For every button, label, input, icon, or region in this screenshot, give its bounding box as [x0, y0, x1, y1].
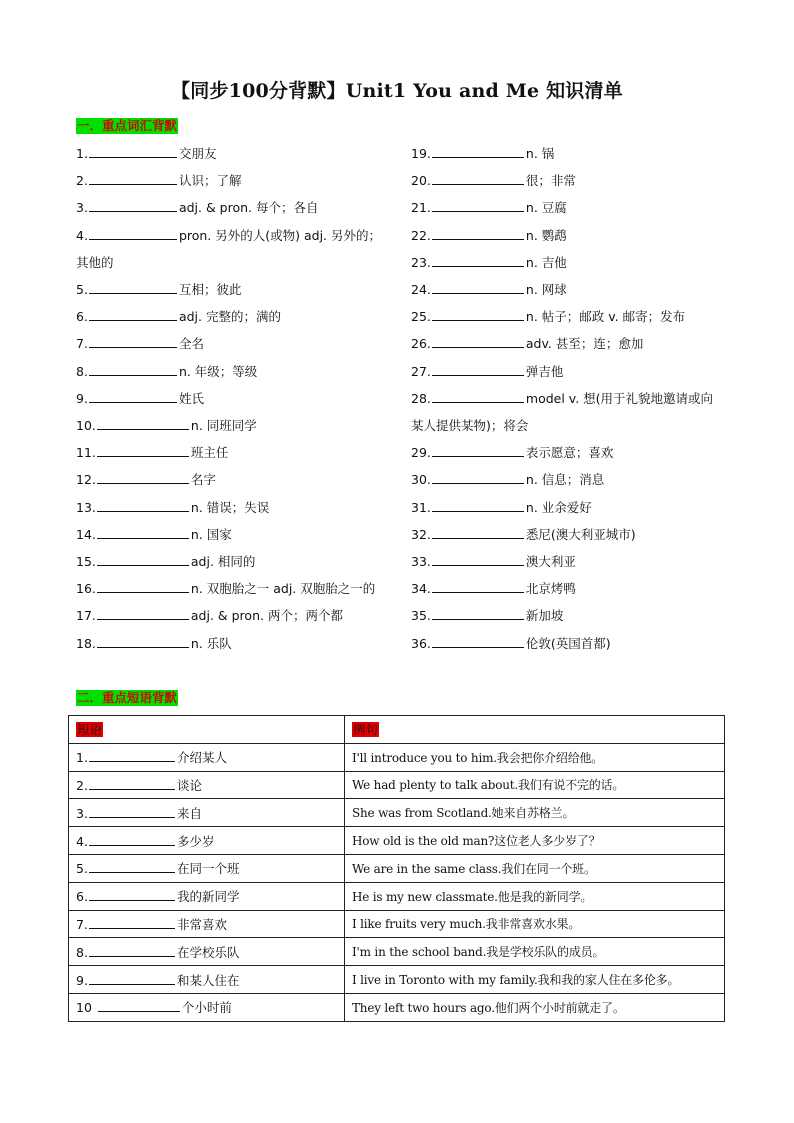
phrase-meaning: 多少岁 [176, 833, 215, 849]
phrase-cell [69, 938, 345, 966]
answer-blank[interactable] [89, 776, 175, 790]
answer-blank[interactable] [97, 498, 189, 512]
vocab-number: 11. [76, 445, 96, 461]
answer-blank[interactable] [89, 307, 177, 321]
phrase-cell [69, 854, 345, 882]
vocab-item [411, 439, 721, 466]
example-sentence: They left two hours ago.他们两个小时前就走了。 [352, 1000, 625, 1015]
vocab-item [76, 548, 386, 575]
vocab-number: 26. [411, 336, 431, 352]
phrase-number: 10 [76, 1000, 92, 1016]
example-cell [345, 799, 725, 827]
example-sentence: We had plenty to talk about.我们有说不完的话。 [352, 778, 625, 793]
vocab-number: 13. [76, 499, 96, 515]
vocab-number: 2. [76, 173, 88, 189]
vocab-number: 24. [411, 282, 431, 298]
vocab-item [411, 630, 721, 657]
phrase-meaning: 和某人住在 [176, 972, 240, 988]
phrase-cell [69, 771, 345, 799]
vocab-meaning: 北京烤鸭 [525, 581, 576, 597]
vocab-meaning: 弹吉他 [525, 363, 564, 379]
table-row [69, 827, 725, 855]
section-heading-vocabulary: 一．重点词汇背默 [77, 118, 178, 133]
vocab-item [411, 276, 721, 303]
vocab-meaning: n. 错误；失误 [190, 499, 270, 515]
vocab-item [76, 167, 386, 194]
example-cell [345, 938, 725, 966]
answer-blank[interactable] [89, 832, 175, 846]
vocab-meaning: adv. 甚至；连；愈加 [525, 336, 644, 352]
answer-blank[interactable] [89, 280, 177, 294]
vocab-meaning: 悉尼(澳大利亚城市) [525, 526, 636, 542]
vocab-item [411, 194, 721, 221]
vocab-meaning: n. 鹦鹉 [525, 227, 567, 243]
vocab-number: 12. [76, 472, 96, 488]
example-cell [345, 910, 725, 938]
header-label-phrase: 短语 [77, 722, 103, 738]
answer-blank[interactable] [97, 443, 189, 457]
vocab-meaning: 交朋友 [178, 146, 217, 161]
vocab-item [411, 494, 721, 521]
example-sentence: I live in Toronto with my family.我和我的家人住在多伦多。 [352, 973, 680, 988]
phrase-meaning: 个小时前 [181, 1000, 232, 1016]
vocab-meaning: 伦敦(英国首都) [525, 635, 611, 651]
table-row [69, 910, 725, 938]
answer-blank[interactable] [432, 389, 524, 403]
vocab-number: 15. [76, 554, 96, 570]
vocab-meaning: n. 锅 [525, 146, 555, 161]
answer-blank[interactable] [89, 859, 175, 873]
phrase-number: 9. [76, 972, 88, 988]
phrase-table [68, 715, 725, 1022]
phrase-number: 1. [76, 750, 88, 766]
vocab-number: 35. [411, 608, 431, 624]
answer-blank[interactable] [97, 579, 189, 593]
answer-blank[interactable] [97, 470, 189, 484]
phrase-number: 4. [76, 833, 88, 849]
vocab-number: 34. [411, 581, 431, 597]
table-header-row [69, 716, 725, 744]
vocab-item [411, 602, 721, 629]
example-sentence: How old is the old man?这位老人多少岁了？ [352, 834, 601, 849]
vocab-meaning: 互相；彼此 [178, 282, 242, 298]
answer-blank[interactable] [432, 334, 524, 348]
answer-blank[interactable] [432, 552, 524, 566]
answer-blank[interactable] [432, 579, 524, 593]
answer-blank[interactable] [97, 606, 189, 620]
vocab-meaning: adj. 完整的；满的 [178, 309, 281, 325]
answer-blank[interactable] [89, 915, 175, 929]
vocab-number: 20. [411, 173, 431, 189]
vocab-meaning: n. 网球 [525, 282, 567, 298]
vocab-number: 31. [411, 499, 431, 515]
answer-blank[interactable] [432, 634, 524, 648]
vocab-number: 30. [411, 472, 431, 488]
vocab-item [76, 630, 386, 657]
answer-blank[interactable] [432, 470, 524, 484]
answer-blank[interactable] [89, 226, 177, 240]
answer-blank[interactable] [89, 887, 175, 901]
example-cell [345, 827, 725, 855]
vocab-number: 3. [76, 200, 88, 216]
vocab-number: 10. [76, 418, 96, 434]
vocab-meaning: 名字 [190, 472, 216, 488]
vocab-number: 28. [411, 390, 431, 406]
vocab-meaning: 全名 [178, 336, 204, 352]
phrase-cell [69, 743, 345, 771]
phrase-meaning: 来自 [176, 805, 202, 821]
example-cell [345, 743, 725, 771]
answer-blank[interactable] [432, 253, 524, 267]
vocab-meaning: 班主任 [190, 445, 229, 461]
vocab-item [76, 358, 386, 385]
vocab-item [76, 303, 386, 330]
vocab-meaning: pron. 另外的人(或物) adj. 另外的；其他的 [76, 227, 381, 270]
vocab-item [76, 466, 386, 493]
vocab-number: 8. [76, 363, 88, 379]
answer-blank[interactable] [89, 748, 175, 762]
phrase-number: 6. [76, 889, 88, 905]
vocab-item [411, 222, 721, 249]
example-cell [345, 854, 725, 882]
vocab-number: 22. [411, 227, 431, 243]
phrase-cell [69, 827, 345, 855]
vocab-number: 19. [411, 146, 431, 161]
phrase-number: 2. [76, 777, 88, 793]
vocab-meaning: n. 业余爱好 [525, 499, 592, 515]
answer-blank[interactable] [432, 443, 524, 457]
vocab-meaning: n. 帖子；邮政 v. 邮寄；发布 [525, 309, 686, 325]
vocab-meaning: n. 双胞胎之一 adj. 双胞胎之一的 [190, 581, 376, 597]
answer-blank[interactable] [89, 362, 177, 376]
vocab-item [411, 358, 721, 385]
table-row [69, 882, 725, 910]
vocab-number: 14. [76, 526, 96, 542]
vocab-number: 23. [411, 254, 431, 270]
vocab-item [411, 385, 721, 439]
vocab-list-right [411, 140, 721, 657]
phrase-number: 8. [76, 944, 88, 960]
example-sentence: She was from Scotland.她来自苏格兰。 [352, 806, 575, 821]
answer-blank[interactable] [432, 226, 524, 240]
vocab-item [76, 330, 386, 357]
example-sentence: I'll introduce you to him.我会把你介绍给他。 [352, 750, 604, 765]
vocab-number: 27. [411, 363, 431, 379]
vocab-number: 21. [411, 200, 431, 216]
table-row [69, 993, 725, 1021]
vocab-item [76, 412, 386, 439]
example-cell [345, 882, 725, 910]
vocab-item [76, 521, 386, 548]
answer-blank[interactable] [89, 171, 177, 185]
answer-blank[interactable] [97, 525, 189, 539]
phrase-meaning: 我的新同学 [176, 889, 240, 905]
vocab-meaning: 澳大利亚 [525, 554, 576, 570]
answer-blank[interactable] [432, 144, 524, 158]
answer-blank[interactable] [89, 144, 177, 158]
vocab-item [76, 276, 386, 303]
vocab-meaning: n. 国家 [190, 526, 232, 542]
answer-blank[interactable] [432, 498, 524, 512]
vocab-item [76, 439, 386, 466]
table-row [69, 799, 725, 827]
answer-blank[interactable] [89, 804, 175, 818]
vocab-number: 4. [76, 227, 88, 243]
example-cell [345, 771, 725, 799]
vocab-item [411, 140, 721, 167]
answer-blank[interactable] [98, 998, 180, 1012]
answer-blank[interactable] [89, 971, 175, 985]
vocab-item [76, 575, 386, 602]
vocab-meaning: 很；非常 [525, 173, 576, 189]
answer-blank[interactable] [432, 362, 524, 376]
vocab-item [76, 602, 386, 629]
vocab-meaning: 认识；了解 [178, 173, 242, 189]
header-label-example: 例句 [353, 722, 379, 738]
example-sentence: He is my new classmate.他是我的新同学。 [352, 889, 593, 904]
table-row [69, 771, 725, 799]
phrase-number: 5. [76, 861, 88, 877]
vocab-item [76, 385, 386, 412]
phrase-cell [69, 966, 345, 994]
vocab-item [411, 303, 721, 330]
table-row [69, 743, 725, 771]
phrase-meaning: 介绍某人 [176, 750, 227, 766]
phrase-number: 3. [76, 805, 88, 821]
section-heading-phrases: 二．重点短语背默 [77, 690, 178, 705]
answer-blank[interactable] [432, 606, 524, 620]
answer-blank[interactable] [432, 307, 524, 321]
example-sentence: I like fruits very much.我非常喜欢水果。 [352, 917, 581, 932]
vocab-meaning: 表示愿意；喜欢 [525, 445, 614, 461]
answer-blank[interactable] [432, 198, 524, 212]
vocab-number: 7. [76, 336, 88, 352]
answer-blank[interactable] [97, 634, 189, 648]
header-cell-phrase [69, 716, 345, 744]
vocab-meaning: 新加坡 [525, 608, 564, 624]
phrase-meaning: 在学校乐队 [176, 944, 240, 960]
vocab-item [76, 140, 386, 167]
vocab-number: 25. [411, 309, 431, 325]
vocab-meaning: n. 同班同学 [190, 418, 257, 434]
vocab-meaning: n. 年级；等级 [178, 363, 258, 379]
table-row [69, 854, 725, 882]
answer-blank[interactable] [89, 198, 177, 212]
answer-blank[interactable] [432, 171, 524, 185]
vocab-item [411, 521, 721, 548]
vocab-number: 1. [76, 146, 88, 161]
vocab-meaning: n. 吉他 [525, 254, 567, 270]
vocab-meaning: adj. & pron. 两个；两个都 [190, 608, 343, 624]
answer-blank[interactable] [432, 280, 524, 294]
vocab-number: 9. [76, 390, 88, 406]
vocab-item [76, 494, 386, 521]
vocab-meaning: model v. 想(用于礼貌地邀请或向某人提供某物)；将会 [411, 390, 714, 434]
vocab-item [411, 330, 721, 357]
example-cell [345, 966, 725, 994]
vocab-number: 36. [411, 635, 431, 651]
phrase-cell [69, 910, 345, 938]
phrase-meaning: 非常喜欢 [176, 916, 227, 932]
vocab-list-left [76, 140, 386, 657]
vocab-item [411, 466, 721, 493]
phrase-meaning: 谈论 [176, 777, 202, 793]
answer-blank[interactable] [97, 416, 189, 430]
vocab-item [411, 575, 721, 602]
page-title: 【同步100分背默】Unit1 You and Me 知识清单 [171, 80, 623, 102]
vocab-number: 6. [76, 309, 88, 325]
answer-blank[interactable] [432, 525, 524, 539]
vocab-meaning: adj. 相同的 [190, 554, 256, 570]
example-cell [345, 993, 725, 1021]
phrase-cell [69, 993, 345, 1021]
table-row [69, 938, 725, 966]
vocab-meaning: adj. & pron. 每个；各自 [178, 200, 319, 216]
vocab-number: 32. [411, 526, 431, 542]
vocab-number: 33. [411, 554, 431, 570]
vocab-number: 5. [76, 282, 88, 298]
phrase-cell [69, 799, 345, 827]
vocab-number: 18. [76, 635, 96, 651]
vocab-item [411, 249, 721, 276]
vocab-number: 17. [76, 608, 96, 624]
vocab-meaning: n. 豆腐 [525, 200, 567, 216]
vocab-item [411, 548, 721, 575]
vocab-meaning: n. 信息；消息 [525, 472, 605, 488]
vocab-item [411, 167, 721, 194]
vocab-item [76, 194, 386, 221]
answer-blank[interactable] [89, 334, 177, 348]
example-sentence: We are in the same class.我们在同一个班。 [352, 861, 596, 876]
phrase-number: 7. [76, 916, 88, 932]
example-sentence: I'm in the school band.我是学校乐队的成员。 [352, 945, 605, 960]
vocab-meaning: 姓氏 [178, 390, 204, 406]
phrase-cell [69, 882, 345, 910]
answer-blank[interactable] [89, 389, 177, 403]
header-cell-example [345, 716, 725, 744]
table-row [69, 966, 725, 994]
vocab-number: 16. [76, 581, 96, 597]
vocab-item [76, 222, 386, 276]
vocab-number: 29. [411, 445, 431, 461]
phrase-meaning: 在同一个班 [176, 861, 240, 877]
answer-blank[interactable] [97, 552, 189, 566]
vocab-meaning: n. 乐队 [190, 635, 232, 651]
answer-blank[interactable] [89, 943, 175, 957]
